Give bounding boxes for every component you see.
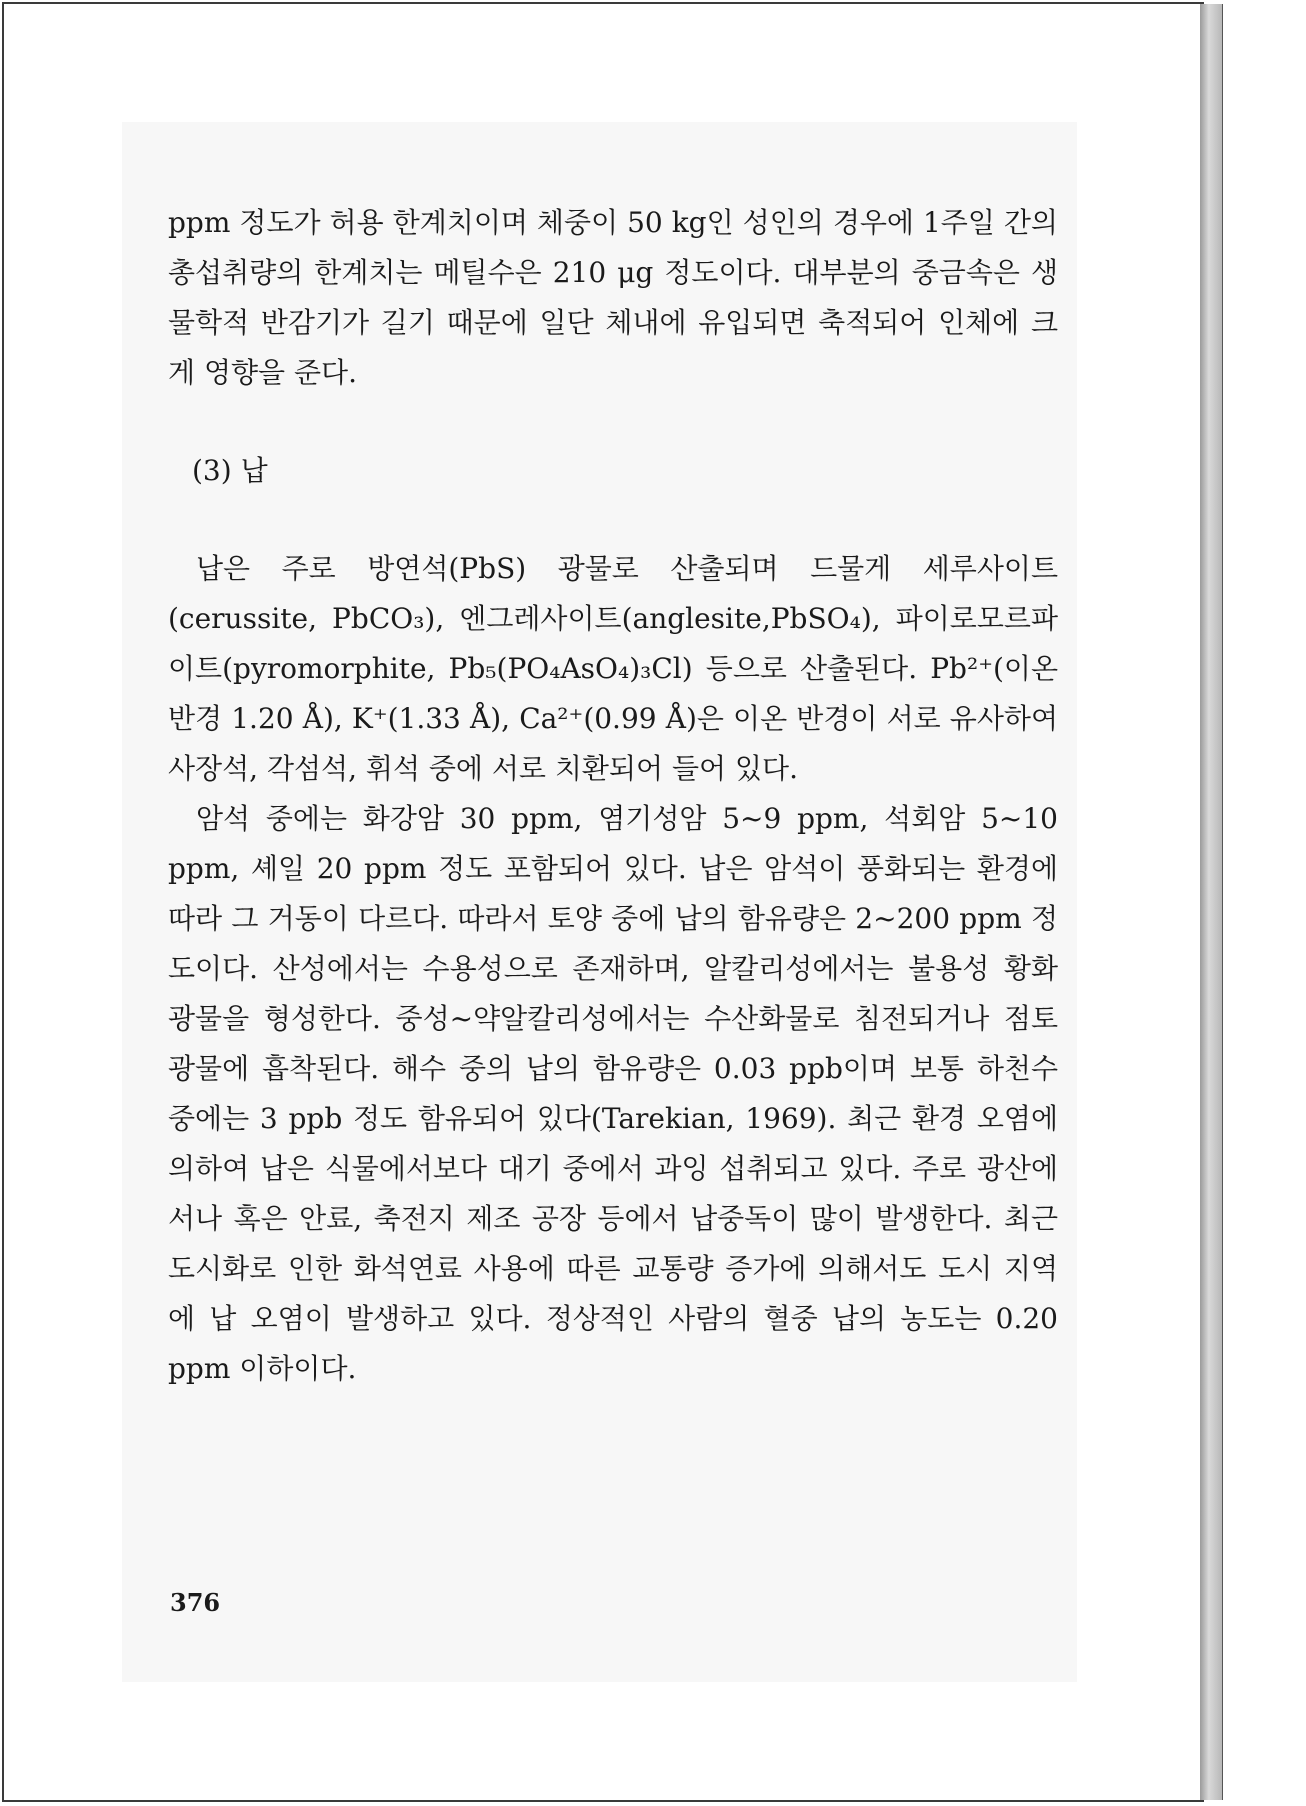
- page-number: 376: [170, 1588, 221, 1617]
- section-heading: (3) 납: [192, 454, 268, 487]
- paragraph-lead-occurrence: 납은 주로 방연석(PbS) 광물로 산출되며 드물게 세루사이트(cerussite, PbCO₃), 엔그레사이트(anglesite,PbSO₄), 파이로모르파이트(pyromorphite, Pb₅(PO₄AsO₄)₃Cl) 등으로 산출된다. Pb²⁺(이온반경 1.20 Å), K⁺(1.33 Å), Ca²⁺(0.99 Å)은 이온 반경이 서로 유사하여 사장석, 각섬석, 휘석 중에 서로 치환되어 들어 있다.: [168, 552, 1058, 785]
- page-edge: [1200, 4, 1223, 1800]
- body-text: [168, 198, 1058, 1394]
- paragraph-lead-environment: 암석 중에는 화강암 30 ppm, 염기성암 5~9 ppm, 석회암 5~10 ppm, 셰일 20 ppm 정도 포함되어 있다. 납은 암석이 풍화되는 환경에 따라 그 거동이 다르다. 따라서 토양 중에 납의 함유량은 2~200 ppm 정도이다. 산성에서는 수용성으로 존재하며, 알칼리성에서는 불용성 황화 광물을 형성한다. 중성~약알칼리성에서는 수산화물로 침전되거나 점토 광물에 흡착된다. 해수 중의 납의 함유량은 0.03 ppb이며 보통 하천수 중에는 3 ppb 정도 함유되어 있다(Tarekian, 1969). 최근 환경 오염에 의하여 납은 식물에서보다 대기 중에서 과잉 섭취되고 있다. 주로 광산에서나 혹은 안료, 축전지 제조 공장 등에서 납중독이 많이 발생한다. 최근 도시화로 인한 화석연료 사용에 따른 교통량 증가에 의해서도 도시 지역에 납 오염이 발생하고 있다. 정상적인 사람의 혈중 납의 농도는 0.20 ppm 이하이다.: [168, 802, 1058, 1385]
- paragraph-intro: ppm 정도가 허용 한계치이며 체중이 50 kg인 성인의 경우에 1주일 간의 총섭취량의 한계치는 메틸수은 210 μg 정도이다. 대부분의 중금속은 생물학적 반감기가 길기 때문에 일단 체내에 유입되면 축적되어 인체에 크게 영향을 준다.: [168, 206, 1058, 389]
